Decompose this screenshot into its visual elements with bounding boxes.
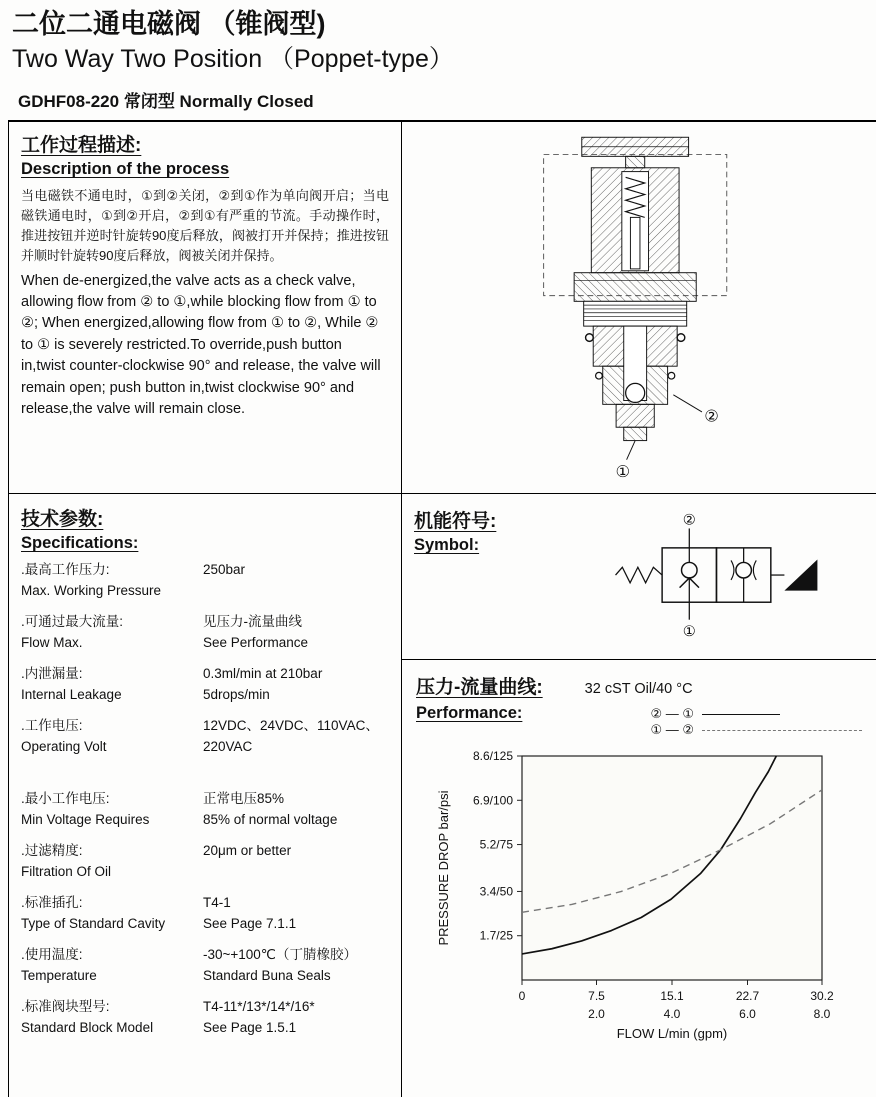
spec-row — [21, 789, 389, 831]
poppet — [626, 383, 645, 402]
svg-text:FLOW L/min (gpm): FLOW L/min (gpm) — [616, 1026, 728, 1041]
o-ring-left — [586, 333, 594, 341]
specs-heading-cn: 技术参数: — [21, 509, 104, 530]
spec-value-top: 正常电压85% — [203, 790, 285, 806]
spec-label-cn: .工作电压: — [21, 718, 83, 733]
symbol-port-2-label: ② — [682, 512, 696, 529]
solenoid-symbol — [784, 560, 817, 591]
performance-chart — [430, 744, 862, 1051]
restriction-mark-left — [731, 560, 734, 579]
performance-heading-cn: 压力-流量曲线: — [416, 677, 543, 698]
spec-value-bottom: 85% of normal voltage — [203, 811, 338, 827]
performance-chart-svg — [430, 744, 850, 1046]
header — [0, 0, 876, 120]
valve-nose — [616, 404, 654, 427]
spec-value-top: 250bar — [203, 562, 246, 577]
description-heading-cn: 工作过程描述: — [21, 135, 142, 156]
drawing-port-1-label: ① — [615, 462, 631, 481]
section-drawing — [402, 122, 876, 494]
legend-label-dashed: ① — ② — [650, 722, 694, 737]
spec-value-bottom: See Performance — [203, 635, 309, 650]
spec-label-cn: .标准阀块型号: — [21, 998, 110, 1014]
oil-spec: 32 cST Oil/40 °C — [584, 681, 693, 697]
svg-text:1.7/25: 1.7/25 — [479, 928, 513, 943]
svg-text:22.7: 22.7 — [735, 989, 760, 1003]
spec-value-top: 0.3ml/min at 210bar — [203, 666, 323, 681]
description-heading-en: Description of the process — [21, 160, 230, 178]
svg-text:PRESSURE DROP bar/psi: PRESSURE DROP bar/psi — [436, 790, 451, 946]
spec-row — [21, 945, 389, 987]
svg-text:30.2: 30.2 — [810, 989, 834, 1003]
spec-label-en: Filtration Of Oil — [21, 863, 112, 879]
description-text-cn: 当电磁铁不通电时，①到②关闭，②到①作为单向阀开启；当电磁铁通电时，①到②开启，②到①有严重的节流。手动操作时，推进按钮并逆时针旋转90度后释放，阀被打开并保持；推进按钮并顺时针旋转90度后释放，阀被关闭并保持。 — [21, 188, 389, 264]
spec-label-en: Standard Block Model — [21, 1019, 154, 1035]
spec-label-cn: .最小工作电压: — [21, 790, 110, 806]
backup-ring-right — [668, 372, 675, 379]
specs-heading-en: Specifications: — [21, 534, 139, 552]
svg-text:5.2/75: 5.2/75 — [479, 837, 513, 852]
spec-label-en: Operating Volt — [21, 739, 107, 754]
legend-line-dashed — [702, 730, 862, 731]
spec-value-bottom: Standard Buna Seals — [203, 967, 331, 983]
spec-label-cn: .内泄漏量: — [21, 666, 83, 681]
spec-label-cn: .最高工作压力: — [21, 562, 110, 577]
page-title-cn: 二位二通电磁阀 （锥阀型) — [12, 9, 326, 39]
hex-nut — [574, 272, 696, 301]
spec-value-bottom: See Page 7.1.1 — [203, 915, 297, 931]
spec-label-en: Type of Standard Cavity — [21, 915, 166, 931]
valve-cross-section-drawing — [479, 122, 799, 494]
check-valve-ball — [682, 562, 698, 578]
left-column — [9, 122, 401, 1097]
legend-item-dashed — [650, 722, 862, 738]
drawing-port-2-label: ② — [704, 407, 719, 426]
legend-item-solid — [650, 706, 862, 722]
symbol-heading-en: Symbol: — [414, 536, 480, 554]
restricted-check-ball — [736, 562, 752, 578]
svg-text:4.0: 4.0 — [663, 1007, 681, 1021]
section-specifications — [9, 494, 401, 1097]
performance-heading-en: Performance: — [416, 704, 523, 722]
svg-text:7.5: 7.5 — [588, 989, 605, 1003]
right-column — [401, 122, 876, 1097]
svg-text:8.0: 8.0 — [813, 1007, 831, 1021]
spec-row — [21, 997, 389, 1039]
spec-label-cn: .可通过最大流量: — [21, 614, 124, 629]
section-symbol — [402, 494, 876, 660]
section-performance — [402, 660, 876, 1097]
svg-text:2.0: 2.0 — [588, 1007, 605, 1021]
spec-value-top: 12VDC、24VDC、110VAC、220VAC — [203, 718, 379, 754]
spec-value-bottom: 5drops/min — [203, 687, 270, 702]
legend-line-solid — [702, 714, 780, 715]
description-text-en: When de-energized,the valve acts as a check valve, allowing flow from ② to ①,while blocking flow from ① to ②; When energized,allowing flow from ① to ②, While ② to ① is severely restricted.To override,push button in,twist counter-clockwise 90° and release, the valve will remain open; push button in,twist clockwise 90° and release,the valve will remain close. — [21, 272, 381, 418]
svg-text:3.4/50: 3.4/50 — [479, 884, 513, 899]
spec-value-top: T4-11*/13*/14*/16* — [203, 998, 315, 1014]
page-title-en: Two Way Two Position （Poppet-type） — [12, 44, 454, 73]
spec-label-en: Min Voltage Requires — [21, 811, 150, 827]
spec-label-cn: .标准插孔: — [21, 894, 83, 910]
spec-value-top: 20μm or better — [203, 842, 292, 858]
o-ring-right — [677, 333, 685, 341]
backup-ring-left — [596, 372, 603, 379]
spec-value-bottom — [203, 862, 389, 883]
legend-label-solid: ② — ① — [650, 706, 694, 721]
svg-text:8.6/125: 8.6/125 — [472, 749, 513, 763]
content — [8, 120, 876, 1097]
armature-pin — [630, 217, 640, 269]
spec-label-en: Flow Max. — [21, 635, 83, 650]
symbol-port-1-label: ① — [682, 624, 696, 641]
spec-label-en: Temperature — [21, 967, 97, 983]
spec-value-top: 见压力-流量曲线 — [203, 614, 302, 629]
spec-row — [21, 664, 389, 706]
spec-rows — [21, 560, 389, 1039]
hydraulic-symbol — [534, 509, 864, 644]
spec-label-cn: .使用温度: — [21, 946, 83, 962]
spec-value-top: T4-1 — [203, 894, 231, 910]
spec-row — [21, 893, 389, 935]
section-description — [9, 122, 401, 494]
spec-label-en: Max. Working Pressure — [21, 583, 162, 598]
svg-text:6.9/100: 6.9/100 — [472, 793, 513, 808]
spec-row — [21, 560, 389, 602]
spec-row — [21, 841, 389, 883]
spec-value-bottom — [203, 758, 389, 779]
spring-symbol — [616, 567, 663, 583]
svg-text:6.0: 6.0 — [739, 1007, 756, 1021]
performance-legend — [650, 706, 862, 738]
spec-label-cn: .过滤精度: — [21, 842, 83, 858]
model-heading: GDHF08-220 常闭型 Normally Closed — [18, 92, 314, 111]
restriction-mark-right — [753, 560, 756, 579]
spec-value-bottom — [203, 581, 389, 602]
spec-row — [21, 716, 389, 779]
spec-value-bottom: See Page 1.5.1 — [203, 1019, 297, 1035]
spec-value-top: -30~+100℃（丁腈橡胶） — [203, 946, 357, 962]
spec-row — [21, 612, 389, 654]
svg-text:0: 0 — [518, 989, 526, 1003]
svg-text:15.1: 15.1 — [660, 989, 684, 1003]
spec-label-en: Internal Leakage — [21, 687, 122, 702]
symbol-heading-cn: 机能符号: — [414, 511, 497, 532]
